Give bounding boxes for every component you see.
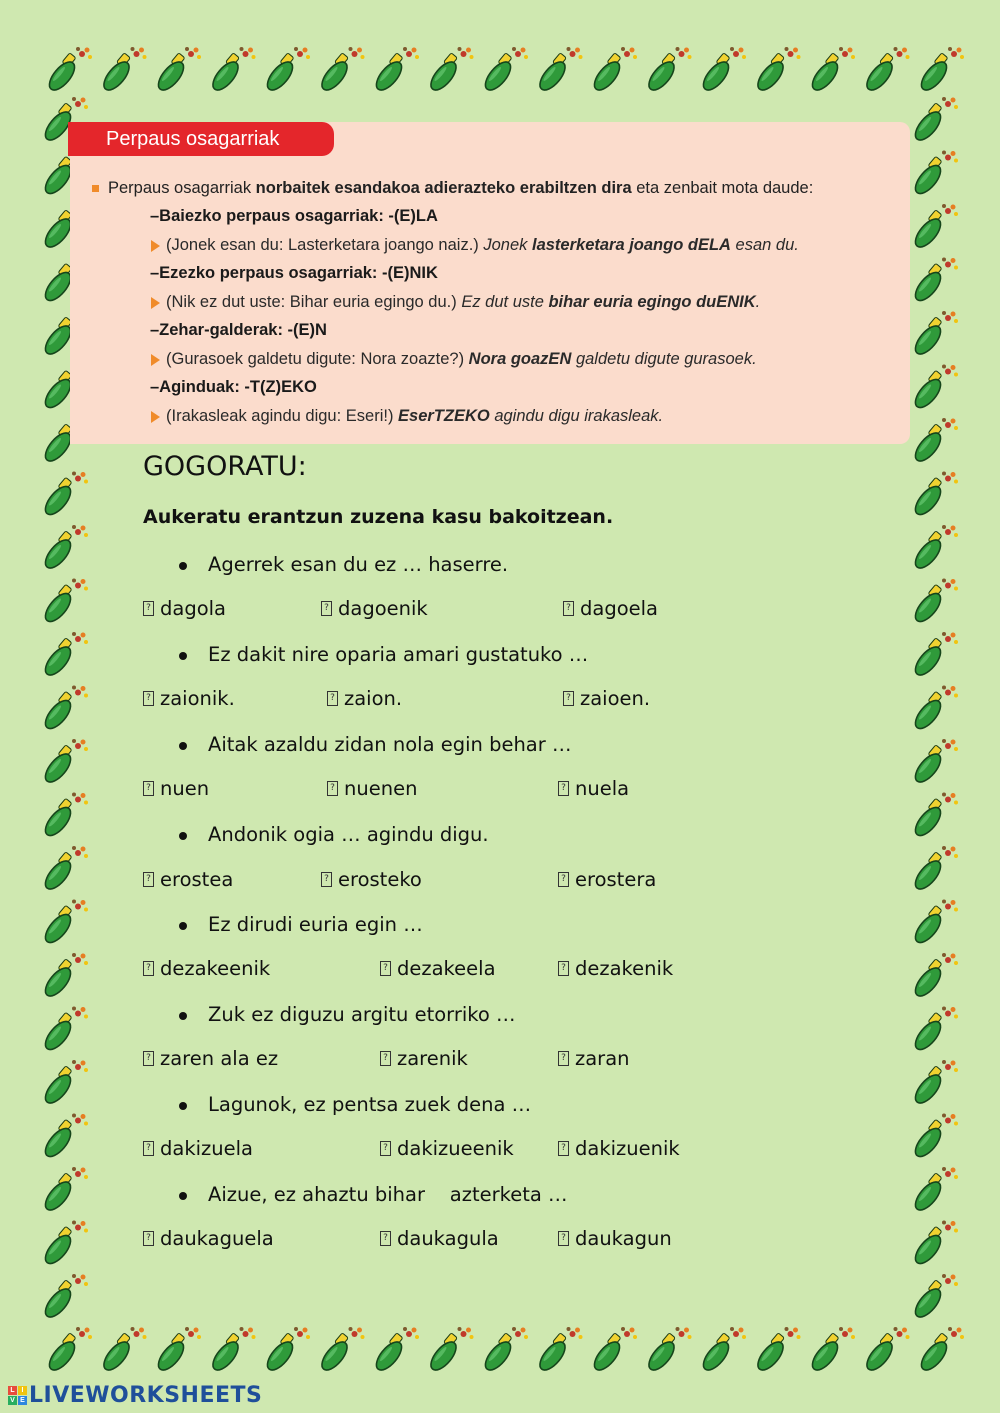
checkbox-icon[interactable]: ? <box>327 691 338 706</box>
bottle-icon <box>372 1327 419 1374</box>
rule-intro: Perpaus osagarriak norbaitek esandakoa adierazteko erabiltzen dira eta zenbait mota daude: <box>90 176 900 200</box>
bottle-icon <box>99 1327 146 1374</box>
checkbox-icon[interactable]: ? <box>143 601 154 616</box>
answer-option[interactable]: ? nuenen <box>327 777 417 800</box>
bottle-icon <box>911 739 958 786</box>
answer-option[interactable]: ? erostera <box>558 868 656 891</box>
bottle-icon <box>263 47 310 94</box>
bottle-icon <box>911 1007 958 1054</box>
bottle-icon <box>917 1327 964 1374</box>
bottle-icon <box>753 1327 800 1374</box>
answer-option[interactable]: ? dakizueenik <box>380 1137 514 1160</box>
bottle-icon <box>590 47 637 94</box>
checkbox-icon[interactable]: ? <box>321 872 332 887</box>
bottle-icon <box>41 472 88 519</box>
bottle-icon <box>911 365 958 412</box>
bottle-icon <box>911 151 958 198</box>
checkbox-icon[interactable]: ? <box>558 961 569 976</box>
bottle-icon <box>911 686 958 733</box>
bottle-icon <box>45 47 92 94</box>
question: Agerrek esan du ez … haserre. <box>208 553 508 576</box>
bottle-icon <box>481 47 528 94</box>
checkbox-icon[interactable]: ? <box>558 781 569 796</box>
checkbox-icon[interactable]: ? <box>380 1051 391 1066</box>
bullet-icon <box>179 562 187 570</box>
bottle-icon <box>41 846 88 893</box>
bottle-icon <box>41 1114 88 1161</box>
answer-option[interactable]: ? daukagun <box>558 1227 672 1250</box>
question: Lagunok, ez pentsa zuek dena … <box>208 1093 531 1116</box>
answer-option[interactable]: ? zaionik. <box>143 687 235 710</box>
arrow-bullet-icon <box>151 354 160 366</box>
bottle-icon <box>911 953 958 1000</box>
liveworksheets-logo <box>8 1383 262 1408</box>
bottle-icon <box>699 47 746 94</box>
checkbox-icon[interactable]: ? <box>321 601 332 616</box>
answer-option[interactable]: ? zarenik <box>380 1047 468 1070</box>
answer-option[interactable]: ? dezakeela <box>380 957 496 980</box>
bottle-icon <box>41 1167 88 1214</box>
checkbox-icon[interactable]: ? <box>143 872 154 887</box>
bottle-icon <box>911 1060 958 1107</box>
bottle-icon <box>911 1221 958 1268</box>
bottle-icon <box>590 1327 637 1374</box>
question: Zuk ez diguzu argitu etorriko … <box>208 1003 516 1026</box>
question: Ez dirudi euria egin … <box>208 913 423 936</box>
bullet-icon <box>179 922 187 930</box>
answer-option[interactable]: ? nuela <box>558 777 629 800</box>
answer-option[interactable]: ? dakizuela <box>143 1137 253 1160</box>
bottle-icon <box>535 1327 582 1374</box>
bottle-icon <box>911 525 958 572</box>
bottle-icon <box>911 97 958 144</box>
bottle-icon <box>263 1327 310 1374</box>
question: Andonik ogia … agindu digu. <box>208 823 489 846</box>
bottle-icon <box>41 953 88 1000</box>
bottle-icon <box>41 1274 88 1321</box>
bottle-icon <box>426 47 473 94</box>
checkbox-icon[interactable]: ? <box>143 1231 154 1246</box>
checkbox-icon[interactable]: ? <box>327 781 338 796</box>
answer-option[interactable]: ? daukagula <box>380 1227 499 1250</box>
bottle-icon <box>911 1274 958 1321</box>
bottle-icon <box>154 47 201 94</box>
bullet-icon <box>179 1102 187 1110</box>
bottle-icon <box>911 258 958 305</box>
bottle-icon <box>911 1114 958 1161</box>
answer-option[interactable]: ? dakizuenik <box>558 1137 680 1160</box>
bottle-icon <box>41 579 88 626</box>
bottle-icon <box>41 1221 88 1268</box>
rule-content <box>90 176 900 428</box>
answer-option[interactable]: ? zaion. <box>327 687 402 710</box>
rule-example: (Jonek esan du: Lasterketara joango naiz.) Jonek lasterketara joango dELA esan du. <box>150 233 900 257</box>
checkbox-icon[interactable]: ? <box>380 1141 391 1156</box>
arrow-bullet-icon <box>151 297 160 309</box>
bottle-icon <box>917 47 964 94</box>
bottle-icon <box>41 739 88 786</box>
rule-example: (Irakasleak agindu digu: Eseri!) EserTZEKO agindu digu irakasleak. <box>150 404 900 428</box>
bottle-icon <box>911 204 958 251</box>
checkbox-icon[interactable]: ? <box>143 691 154 706</box>
bottle-icon <box>699 1327 746 1374</box>
bottle-icon <box>911 579 958 626</box>
checkbox-icon[interactable]: ? <box>558 1231 569 1246</box>
rule-type-heading: –Baiezko perpaus osagarriak: -(E)LA <box>150 207 438 225</box>
page-title: GOGORATU: <box>143 451 307 482</box>
answer-option[interactable]: ? dagola <box>143 597 226 620</box>
bottle-icon <box>372 47 419 94</box>
bottle-icon <box>317 1327 364 1374</box>
bullet-icon <box>179 832 187 840</box>
rule-example: (Nik ez dut uste: Bihar euria egingo du.) Ez dut uste bihar euria egingo duENIK. <box>150 290 900 314</box>
bottle-icon <box>911 793 958 840</box>
checkbox-icon[interactable]: ? <box>558 872 569 887</box>
answer-option[interactable]: ? erostea <box>143 868 233 891</box>
answer-option[interactable]: ? dagoela <box>563 597 658 620</box>
answer-option[interactable]: ? dezakenik <box>558 957 673 980</box>
checkbox-icon[interactable]: ? <box>143 1141 154 1156</box>
answer-option[interactable]: ? zaioen. <box>563 687 650 710</box>
bottle-icon <box>426 1327 473 1374</box>
square-bullet-icon <box>92 185 99 192</box>
bottle-icon <box>862 47 909 94</box>
rule-type-heading: –Ezezko perpaus osagarriak: -(E)NIK <box>150 264 438 282</box>
bottle-icon <box>317 47 364 94</box>
bottle-icon <box>862 1327 909 1374</box>
bottle-icon <box>208 47 255 94</box>
logo-grid-icon: L I V E <box>8 1386 27 1405</box>
checkbox-icon[interactable]: ? <box>143 961 154 976</box>
rule-title: Perpaus osagarriak <box>68 122 334 156</box>
bottle-icon <box>481 1327 528 1374</box>
checkbox-icon[interactable]: ? <box>143 781 154 796</box>
checkbox-icon[interactable]: ? <box>558 1141 569 1156</box>
bullet-icon <box>179 1192 187 1200</box>
arrow-bullet-icon <box>151 240 160 252</box>
bottle-icon <box>154 1327 201 1374</box>
rule-type-heading: –Aginduak: -T(Z)EKO <box>150 378 317 396</box>
bottle-icon <box>41 632 88 679</box>
bottle-icon <box>41 1060 88 1107</box>
bullet-icon <box>179 742 187 750</box>
checkbox-icon[interactable]: ? <box>380 961 391 976</box>
brand-name: LIVEWORKSHEETS <box>29 1383 263 1408</box>
bottle-icon <box>808 1327 855 1374</box>
question: Ez dakit nire oparia amari gustatuko … <box>208 643 588 666</box>
bottle-icon <box>753 47 800 94</box>
bottle-icon <box>41 900 88 947</box>
bottle-icon <box>99 47 146 94</box>
bottle-icon <box>208 1327 255 1374</box>
bottle-icon <box>644 47 691 94</box>
question: Aitak azaldu zidan nola egin behar … <box>208 733 571 756</box>
rule-type-heading: –Zehar-galderak: -(E)N <box>150 321 327 339</box>
checkbox-icon[interactable]: ? <box>380 1231 391 1246</box>
instruction-text: Aukeratu erantzun zuzena kasu bakoitzean. <box>143 506 614 528</box>
checkbox-icon[interactable]: ? <box>143 1051 154 1066</box>
answer-option[interactable]: ? erosteko <box>321 868 422 891</box>
bottle-icon <box>41 1007 88 1054</box>
rule-example: (Gurasoek galdetu digute: Nora zoazte?) Nora goazEN galdetu digute gurasoek. <box>150 347 900 371</box>
bottle-icon <box>41 793 88 840</box>
bottle-icon <box>911 418 958 465</box>
bottle-icon <box>41 525 88 572</box>
question: Aizue, ez ahaztu bihar azterketa … <box>208 1183 568 1206</box>
checkbox-icon[interactable]: ? <box>563 691 574 706</box>
bottle-icon <box>535 47 582 94</box>
bullet-icon <box>179 652 187 660</box>
bottle-icon <box>45 1327 92 1374</box>
bottle-icon <box>911 311 958 358</box>
answer-option[interactable]: ? dezakeenik <box>143 957 270 980</box>
checkbox-icon[interactable]: ? <box>558 1051 569 1066</box>
arrow-bullet-icon <box>151 411 160 423</box>
answer-option[interactable]: ? nuen <box>143 777 209 800</box>
answer-option[interactable]: ? daukaguela <box>143 1227 274 1250</box>
checkbox-icon[interactable]: ? <box>563 601 574 616</box>
answer-option[interactable]: ? zaren ala ez <box>143 1047 278 1070</box>
bottle-icon <box>41 686 88 733</box>
bottle-icon <box>911 1167 958 1214</box>
bullet-icon <box>179 1012 187 1020</box>
bottle-icon <box>911 846 958 893</box>
bottle-icon <box>911 632 958 679</box>
bottle-icon <box>911 472 958 519</box>
bottle-icon <box>644 1327 691 1374</box>
answer-option[interactable]: ? zaran <box>558 1047 630 1070</box>
bottle-icon <box>911 900 958 947</box>
answer-option[interactable]: ? dagoenik <box>321 597 428 620</box>
bottle-icon <box>808 47 855 94</box>
